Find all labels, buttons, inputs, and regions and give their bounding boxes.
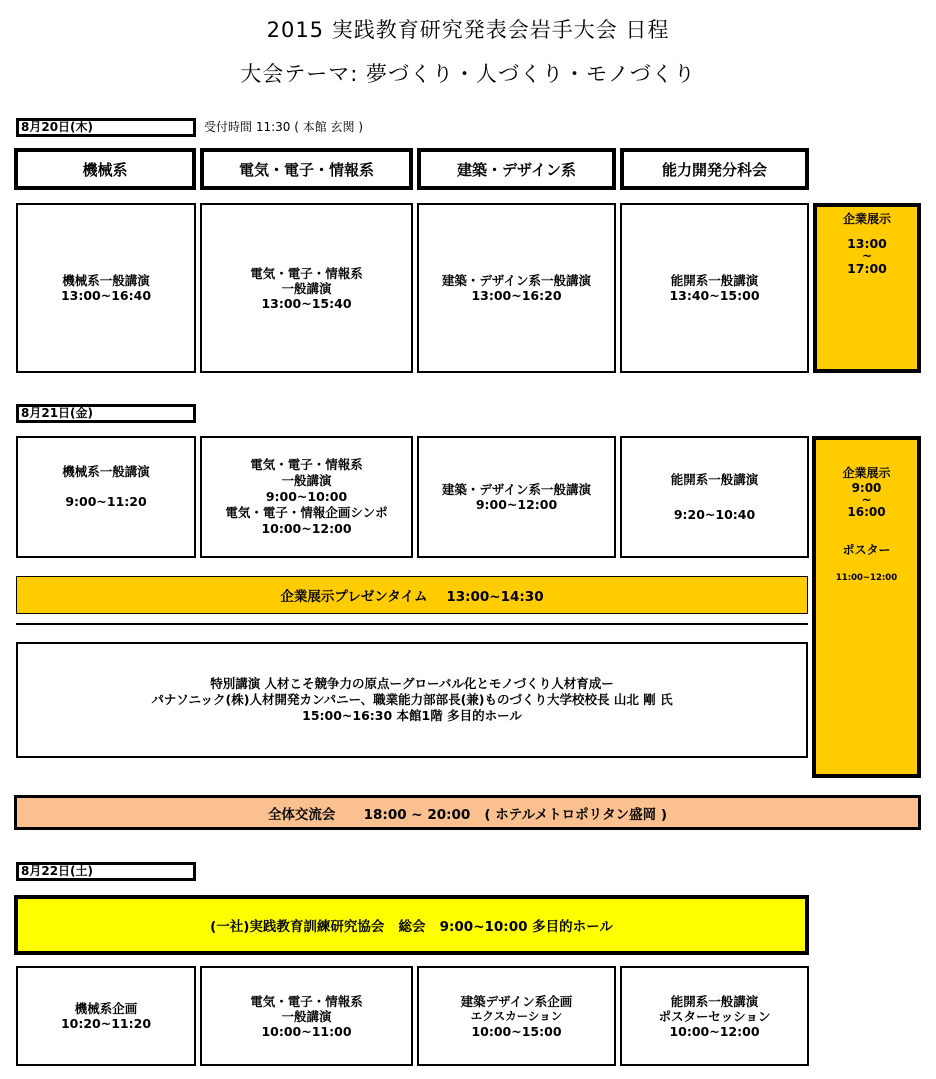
cell-line: 一般講演 xyxy=(281,473,332,488)
header-noukai: 能力開発分科会 xyxy=(620,148,809,190)
exhibit-start: 13:00 xyxy=(847,236,887,251)
cell-line: 10:00~12:00 xyxy=(669,1023,760,1039)
cell-line: 10:00~11:00 xyxy=(261,1023,352,1039)
cell-line: 13:00~16:40 xyxy=(60,288,152,303)
cell-line: 機械系一般講演 xyxy=(62,464,150,479)
special-lecture-box xyxy=(16,642,808,758)
exhibit-end: 17:00 xyxy=(847,261,887,276)
presentation-banner: 企業展示プレゼンタイム 13:00~14:30 xyxy=(16,576,808,614)
day3-label: 8月22日(土) xyxy=(16,862,196,881)
exhibit-tilde: ~ xyxy=(861,249,873,263)
day1-label: 8月20日(木) xyxy=(16,118,196,137)
exhibit-start: 9:00 xyxy=(851,481,882,495)
cell-line: 9:20~10:40 xyxy=(673,507,756,522)
poster-time: 11:00~12:00 xyxy=(835,573,898,583)
cell-line: 能開系一般講演 xyxy=(670,273,759,288)
header-mech: 機械系 xyxy=(14,148,196,190)
cell-line: 13:00~15:40 xyxy=(261,295,352,311)
cell-line: 9:00~10:00 xyxy=(265,489,348,504)
day3-mech-cell xyxy=(16,966,196,1066)
cell-line: 能開系一般講演 xyxy=(670,472,759,487)
general-meeting-banner: (一社)実践教育訓練研究協会 総会 9:00~10:00 多目的ホール xyxy=(14,895,809,955)
day2-elec-cell xyxy=(200,436,413,558)
exhibit-title: 企業展示 xyxy=(842,212,891,226)
day1-exhibit-column xyxy=(813,203,921,373)
day2-exhibit-column xyxy=(812,436,921,778)
lecture-title: 特別講演 人材こそ競争力の原点ーグローバル化とモノづくり人材育成ー xyxy=(210,676,614,691)
lecture-time-place: 15:00~16:30 本館1階 多目的ホール xyxy=(302,708,522,723)
cell-line: 10:20~11:20 xyxy=(60,1016,152,1031)
day2-noukai-cell xyxy=(620,436,809,558)
page-title: 2015 実践教育研究発表会岩手大会 日程 xyxy=(266,18,670,42)
day2-mech-cell xyxy=(16,436,196,558)
cell-line: 電気・電子・情報企画シンポ xyxy=(225,505,388,520)
day2-label: 8月21日(金) xyxy=(16,404,196,423)
cell-line: 13:00~16:20 xyxy=(471,288,562,303)
header-elec: 電気・電子・情報系 xyxy=(200,148,413,190)
cell-line: 10:00~15:00 xyxy=(471,1023,562,1039)
page-theme: 大会テーマ: 夢づくり・人づくり・モノづくり xyxy=(240,62,696,86)
cell-line: 能開系一般講演 xyxy=(670,993,759,1009)
day3-noukai-cell xyxy=(620,966,809,1066)
social-banner: 全体交流会 18:00 ~ 20:00 ( ホテルメトロポリタン盛岡 ) xyxy=(14,795,921,830)
exhibit-end: 16:00 xyxy=(847,505,886,519)
day1-elec-cell xyxy=(200,203,413,373)
day1-mech-cell xyxy=(16,203,196,373)
cell-line: 9:00~11:20 xyxy=(65,494,147,509)
cell-line: 一般講演 xyxy=(281,280,332,296)
exhibit-tilde: ~ xyxy=(861,493,872,507)
cell-line: 電気・電子・情報系 xyxy=(250,457,363,472)
exhibit-title: 企業展示 xyxy=(842,466,891,480)
cell-line: 機械系一般講演 xyxy=(62,273,150,288)
reception-time: 受付時間 11:30 ( 本館 玄関 ) xyxy=(204,120,364,134)
cell-line: エクスカーション xyxy=(470,1008,563,1023)
cell-line: 電気・電子・情報系 xyxy=(250,265,363,281)
cell-line: 10:00~12:00 xyxy=(261,521,352,536)
cell-line: 建築・デザイン系一般講演 xyxy=(441,273,592,288)
cell-line: 一般講演 xyxy=(281,1008,332,1024)
cell-line: 9:00~12:00 xyxy=(475,497,558,512)
day2-arch-cell xyxy=(417,436,616,558)
poster-title: ポスター xyxy=(842,543,891,557)
divider-line xyxy=(16,623,808,625)
day3-arch-cell xyxy=(417,966,616,1066)
day3-elec-cell xyxy=(200,966,413,1066)
cell-line: ポスターセッション xyxy=(658,1008,771,1024)
header-arch: 建築・デザイン系 xyxy=(417,148,616,190)
cell-line: 13:40~15:00 xyxy=(669,288,760,303)
cell-line: 建築デザイン系企画 xyxy=(460,993,573,1009)
cell-line: 電気・電子・情報系 xyxy=(250,993,363,1009)
day1-noukai-cell xyxy=(620,203,809,373)
day1-arch-cell xyxy=(417,203,616,373)
cell-line: 建築・デザイン系一般講演 xyxy=(441,482,592,497)
lecture-speaker: パナソニック(株)人材開発カンパニー、職業能力部部長(兼)ものづくり大学校校長 山北 剛 氏 xyxy=(151,692,673,707)
cell-line: 機械系企画 xyxy=(74,1001,138,1016)
